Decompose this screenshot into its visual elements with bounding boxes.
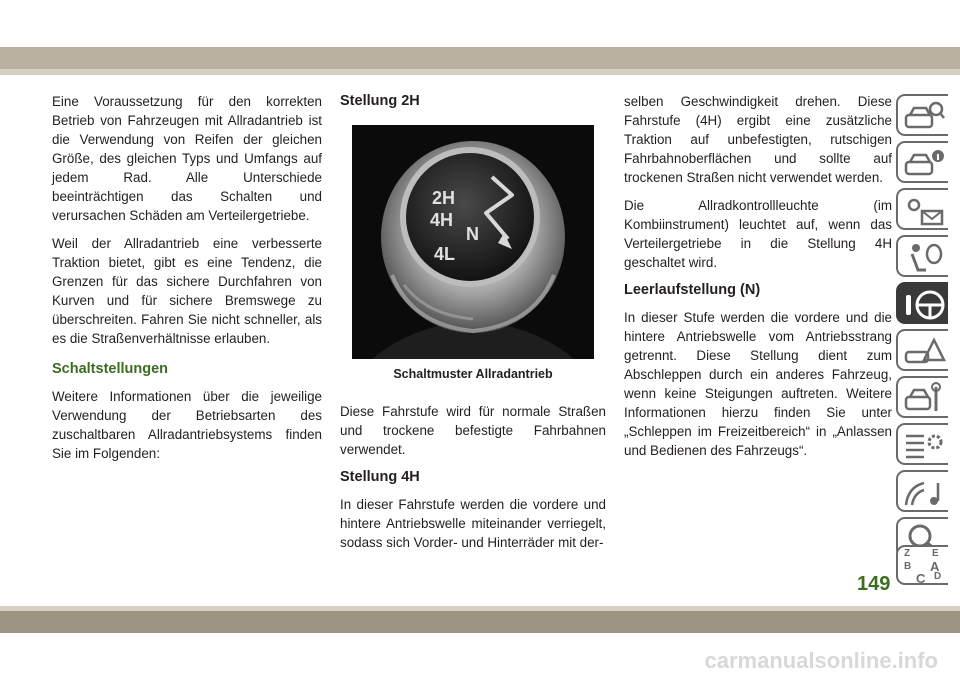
paragraph: Weil der Allradantrieb eine verbesserte Traktion bietet, gibt es eine Tendenz, die Grenzen für das sichere Durchfahren von Kurven und für sichere Bremswege zu überschreiten. Fahren Sie nicht schneller, als es die Straßenverhältnisse erlauben.: [52, 236, 322, 346]
index-letters-icon: [902, 547, 946, 586]
chapter-tab-service[interactable]: [896, 376, 948, 418]
index-letter: E: [932, 548, 939, 559]
shift-knob-photo: [352, 125, 594, 359]
chapter-tab-specifications[interactable]: [896, 423, 948, 465]
column-1: [52, 92, 322, 472]
index-letter: C: [916, 571, 926, 586]
knob-label-2h: 2H: [432, 188, 456, 208]
car-wrench-icon: [902, 381, 946, 417]
index-letter: Z: [904, 548, 911, 559]
paragraph: In dieser Stufe werden die vordere und die hintere Antriebswelle vom Antriebsstrang getrennt. Diese Stellung dient zum Abschleppen durch ein anderes Fahrzeug, wenn keine Steigungen auftreten. Weitere Informationen hierzu finden Sie unter „Schleppen im Freizeitbereich“ in „Anlassen und Bedienen des Fahrzeugs“.: [624, 310, 892, 458]
knob-label-4h: 4H: [430, 210, 454, 230]
chapter-tab-vehicle-info[interactable]: [896, 141, 948, 183]
paragraph: In dieser Fahrstufe werden die vordere und hintere Antriebswelle miteinander verriegelt, sodass sich Vorder- und Hinterräder mit der-: [340, 497, 606, 550]
knob-label-n: N: [466, 224, 479, 244]
subheading: Stellung 2H: [340, 93, 420, 109]
satellite-music-icon: [902, 475, 946, 511]
watermark: carmanualsonline.info: [704, 648, 938, 673]
column-3: [624, 92, 892, 469]
column-2: [340, 92, 606, 561]
car-info-icon: [902, 146, 946, 182]
chapter-tab-starting-operating[interactable]: [896, 282, 948, 324]
header-band: [0, 47, 960, 69]
chapter-tab-safety[interactable]: [896, 235, 948, 277]
paragraph: Eine Voraussetzung für den korrekten Betrieb von Fahrzeugen mit Allradantrieb ist die Verwendung von Reifen der gleichen Größe, des gleichen Typs und Umfangs auf jedem Rad. Alle Unterschiede beeinträchtigen das Schalten und verursachen Schäden am Verteilergetriebe.: [52, 94, 322, 223]
chapter-tab-multimedia[interactable]: [896, 470, 948, 512]
chapter-tab-vehicle-intro[interactable]: [896, 94, 948, 136]
airbag-icon: [902, 240, 946, 276]
knob-label-4l: 4L: [434, 244, 456, 264]
footer-band: [0, 611, 960, 633]
index-letter: D: [934, 571, 942, 582]
chapter-tab-index[interactable]: [896, 545, 948, 585]
caption: Schaltmuster Allradantrieb: [393, 367, 553, 381]
list-gear-icon: [902, 428, 946, 464]
paragraph: Weitere Informationen über die jeweilige Verwendung der Betriebsarten des zuschaltbaren Allradantriebsystems finden Sie im Folgenden:: [52, 389, 322, 461]
warning-light-mail-icon: [902, 193, 946, 229]
page-number: 149: [857, 573, 891, 595]
triangle-car-icon: [902, 334, 946, 370]
chapter-tab-warnings[interactable]: [896, 188, 948, 230]
index-letter: A: [930, 559, 940, 574]
header-band-line: [0, 69, 960, 75]
chapter-tab-emergency[interactable]: [896, 329, 948, 371]
paragraph: selben Geschwindigkeit drehen. Diese Fahrstufe (4H) ergibt eine zusätzliche Traktion auf unbefestigten, rutschigen Fahrbahnoberflächen und sollte auf trockenen Straßen nicht verwendet werden.: [624, 94, 892, 185]
subheading: Stellung 4H: [340, 469, 420, 485]
subheading: Leerlaufstellung (N): [624, 282, 761, 298]
paragraph: Diese Fahrstufe wird für normale Straßen und trockene befestigte Fahrbahnen verwendet.: [340, 404, 606, 457]
paragraph: Die Allradkontrollleuchte (im Kombiinstrument) leuchtet auf, wenn das Verteilergetriebe in die Stellung 4H geschaltet wird.: [624, 198, 892, 270]
section-heading: Schaltstellungen: [52, 361, 169, 377]
index-letter: B: [904, 561, 912, 572]
steering-wheel-icon: [902, 287, 946, 323]
car-magnifier-icon: [902, 99, 946, 135]
